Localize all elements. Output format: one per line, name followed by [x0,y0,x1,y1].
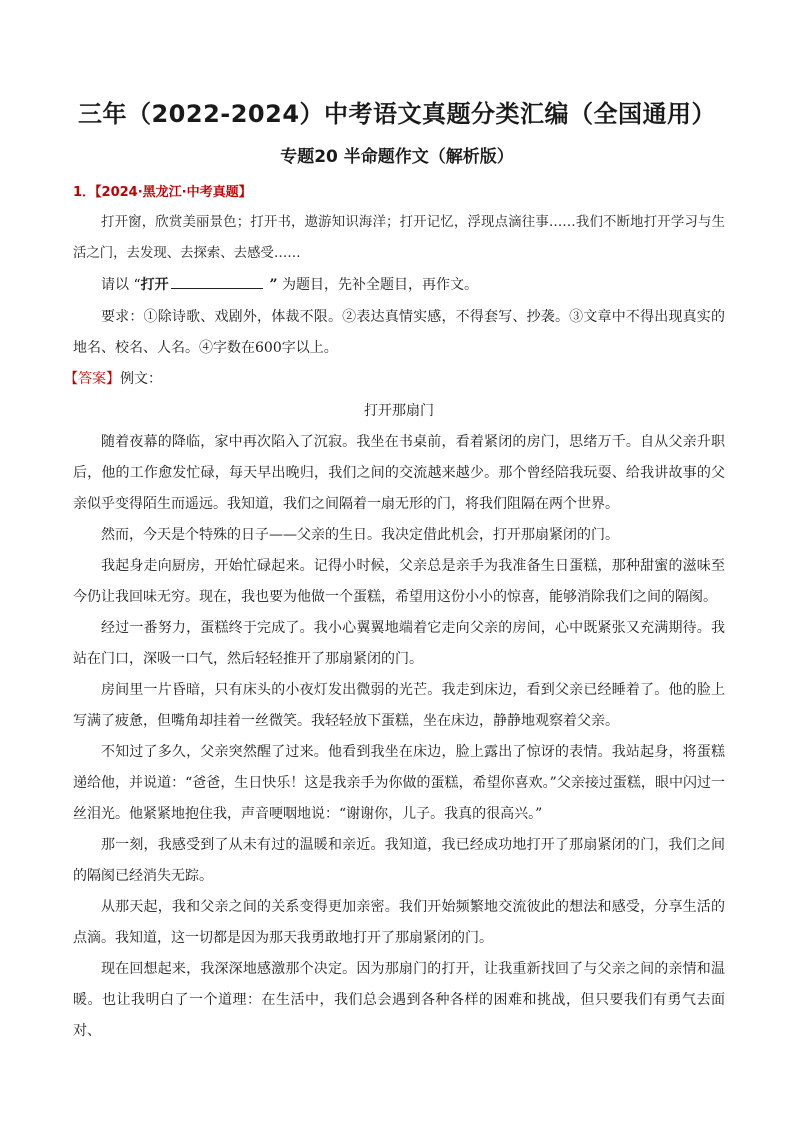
question-number: 1． [73,185,96,200]
essay-paragraph: 那一刻，我感受到了从未有过的温暖和亲近。我知道，我已经成功地打开了那扇紧闭的门，我们之间的隔阂已经消失无踪。 [73,837,725,884]
question-source: 【2024·黑龙江·中考真题】 [95,185,252,200]
question-header [73,182,252,204]
essay-paragraph: 房间里一片昏暗，只有床头的小夜灯发出微弱的光芒。我走到床边，看到父亲已经睡着了。他的脸上写满了疲惫，但嘴角却挂着一丝微笑。我轻轻放下蛋糕，坐在床边，静静地观察着父亲。 [73,682,725,729]
answer-label: 【答案】 [64,371,120,387]
document-title: 三年（2022-2024）中考语文真题分类汇编（全国通用） [77,100,717,128]
essay-paragraph: 经过一番努力，蛋糕终于完成了。我小心翼翼地端着它走向父亲的房间，心中既紧张又充满期待。我站在门口，深吸一口气，然后轻轻推开了那扇紧闭的门。 [73,620,725,667]
essay [73,396,725,1047]
answer-header [64,364,716,395]
requirements: 要求：①除诗歌、戏剧外，体裁不限。②表达真情实感，不得套写、抄袭。③文章中不得出现真实的地名、校名、人名。④字数在600字以上。 [73,309,725,356]
answer-label-suffix: 例文： [120,371,162,387]
essay-paragraph: 我起身走向厨房，开始忙碌起来。记得小时候，父亲总是亲手为我准备生日蛋糕，那种甜蜜的滋味至今仍让我回味无穷。现在，我也要为他做一个蛋糕，希望用这份小小的惊喜，能够消除我们之间的隔阂。 [73,558,725,605]
prompt-material: 打开窗，欣赏美丽景色；打开书，遨游知识海洋；打开记忆，浮现点滴往事……我们不断地打开学习与生活之门，去发现、去探索、去感受…… [73,215,725,261]
title-blank [171,274,263,289]
essay-paragraph: 然而，今天是个特殊的日子——父亲的生日。我决定借此机会，打开那扇紧闭的门。 [101,527,619,543]
essay-paragraph: 现在回想起来，我深深地感激那个决定。因为那扇门的打开，让我重新找回了与父亲之间的亲情和温暖。也让我明白了一个道理：在生活中，我们总会遇到各种各样的困难和挑战，但只要我们有勇气去面对、 [73,961,725,1039]
instruction-close: ” [264,277,278,293]
essay-paragraph: 不知过了多久，父亲突然醒了过来。他看到我坐在床边，脸上露出了惊讶的表情。我站起身，将蛋糕递给他，并说道：“爸爸，生日快乐！这是我亲手为你做的蛋糕，希望你喜欢。”父亲接过蛋糕，眼中闪过一丝泪光。他紧紧地抱住我，声音哽咽地说：“谢谢你，儿子。我真的很高兴。” [73,744,725,822]
instruction-open: 打开 [140,277,169,293]
essay-paragraph: 随着夜幕的降临，家中再次陷入了沉寂。我坐在书桌前，看着紧闭的房门，思绪万千。自从父亲升职后，他的工作愈发忙碌，每天早出晚归，我们之间的交流越来越少。那个曾经陪我玩耍、给我讲故事的父亲似乎变得陌生而遥远。我知道，我们之间隔着一扇无形的门，将我们阻隔在两个世界。 [73,434,725,512]
instruction [73,270,725,301]
instruction-suffix: 为题目，先补全题目，再作文。 [277,277,478,293]
essay-paragraph: 从那天起，我和父亲之间的关系变得更加亲密。我们开始频繁地交流彼此的想法和感受，分享生活的点滴。我知道，这一切都是因为那天我勇敢地打开了那扇紧闭的门。 [73,899,725,946]
document-subtitle: 专题20 半命题作文（解析版） [280,147,514,167]
essay-title: 打开那扇门 [364,403,434,419]
instruction-prefix: 请以 “ [101,277,141,293]
